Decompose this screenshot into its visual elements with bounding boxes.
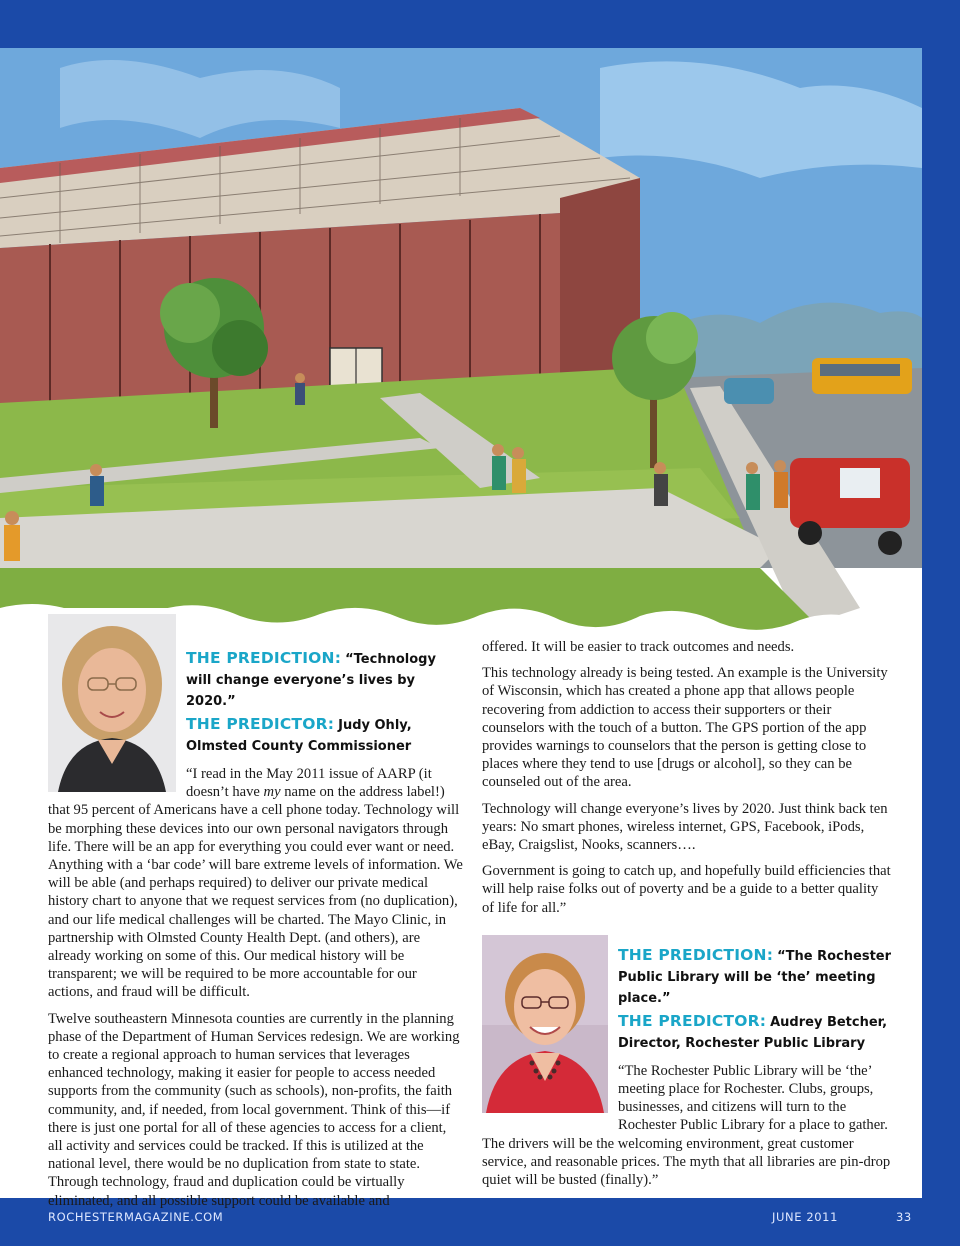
- prediction-text: “The Rochester Public Library will be ‘the’ meeting place.”: [618, 948, 892, 1006]
- right-paragraph-3: Technology will change everyone’s lives by 2020. Just think back ten years: No smart phones, wireless internet, GPS, Facebook, iPods, eBay, Craigslist, Nooks, scanners….: [482, 800, 888, 854]
- prediction-label: THE PREDICTION:: [618, 945, 774, 964]
- audrey-betcher-portrait: [482, 929, 608, 1113]
- magazine-page: [0, 48, 922, 1209]
- right-column: [482, 638, 894, 1197]
- page-number: 33: [896, 1210, 912, 1224]
- page-footer: [0, 1198, 960, 1246]
- footer-issue-date: JUNE 2011: [772, 1210, 838, 1224]
- right-paragraph-1: offered. It will be easier to track outcomes and needs.: [482, 639, 795, 655]
- audrey-betcher-quote: “The Rochester Public Library will be ‘the’ meeting place for Rochester. Clubs, groups, businesses, and citizens will turn to the Rochester Public Library for a place to gather. The drivers will be the welcoming environment, great customer service, and reasonable prices. The myth that all libraries are pin-drop quiet will be busted (finally).”: [482, 1062, 891, 1189]
- prediction-text: “Technology will change everyone’s lives by 2020.”: [186, 652, 436, 709]
- predictor-name: Judy Ohly,: [338, 718, 412, 733]
- right-paragraph-4: Government is going to catch up, and hopefully build efficiencies that will help raise folks out of poverty and be a guide to a better quality of life for all.”: [482, 863, 891, 916]
- left-paragraph-2: Twelve southeastern Minnesota counties are currently in the planning phase of the Department of Human Services redesign. We are working to create a regional approach to human services that leverages enhanced technology, making it easier for people to access needed supports from the community (such as schools), non-profits, the faith community, and, if needed, from local government. Think of this—if there is just one portal for all of these agencies to access for a client, all activity and services could be tracked. If this is utilized at the national level, there would be no duplication from state to state. Through technology, fraud and duplication could be virtually eliminated, and all possible support could be available and: [48, 1010, 460, 1209]
- right-paragraph-2: This technology already is being tested. An example is the University of Wisconsin, which has created a phone app that allows people recovering from addiction to access their supporters or their counselors with the touch of a button. The GPS portion of the app provides warnings to counselors that the person is getting close to places where they tend to use [drugs or alcohol], so they can be counseled out of the area.: [482, 665, 888, 791]
- predictor-label: THE PREDICTOR:: [186, 715, 335, 733]
- building-illustration: [0, 48, 922, 668]
- judy-ohly-quote: “I read in the May 2011 issue of AARP (it doesn’t have my name on the address label!) that 95 percent of Americans have a cell phone today. Technology will be morphing these devices into our own personal navigators through life. There will be an app for everything you could ever want or need. Anything with a ‘bar code’ will bare extreme levels of information. We will be able (and perhaps required) to deliver our private medical history chart to anyone that we request services from (no duplication), and our life medical challenges will be charted. The Mayo Clinic, in partnership with Olmsted County Health Dept. (and others), are already working on some of this. Our medical history will be transparent; we will be required to be more accountable for our actions, and fraud will be difficult.: [48, 766, 463, 1001]
- emphasis-text: my: [263, 784, 281, 801]
- prediction-label: THE PREDICTION:: [186, 649, 342, 667]
- predictor-title: Director, Rochester Public Library: [618, 1035, 866, 1051]
- predictor-label: THE PREDICTOR:: [618, 1011, 767, 1030]
- judy-ohly-portrait: [48, 608, 176, 792]
- predictor-title: Olmsted County Commissioner: [186, 739, 412, 754]
- predictor-name: Audrey Betcher,: [770, 1014, 888, 1030]
- left-column: [48, 608, 464, 1218]
- footer-website: ROCHESTERMAGAZINE.COM: [48, 1210, 224, 1224]
